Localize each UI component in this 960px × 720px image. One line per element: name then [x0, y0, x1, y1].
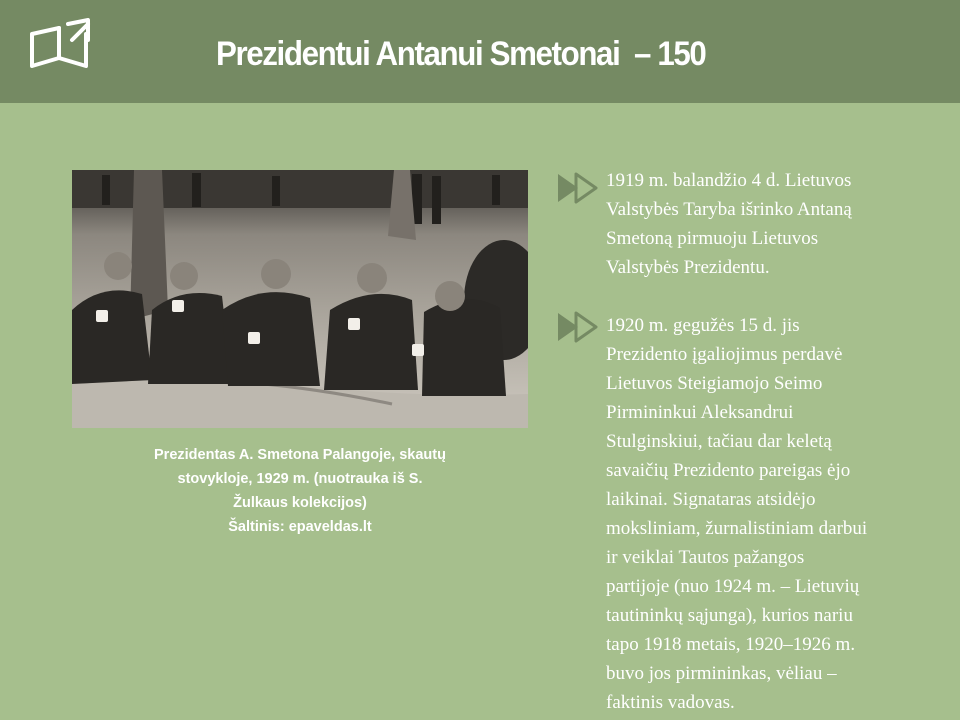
- double-chevron-right-icon: [556, 172, 600, 204]
- caption-source: Šaltinis: epaveldas.lt: [228, 519, 372, 535]
- paragraph-line: Valstybės Prezidentu.: [606, 257, 770, 278]
- paragraph-line: Lietuvos Steigiamojo Seimo: [606, 373, 823, 394]
- paragraph-line: savaičių Prezidento pareigas ėjo: [606, 460, 851, 481]
- paragraph-line: partijoje (nuo 1924 m. – Lietuvių: [606, 576, 860, 597]
- paragraph-line: Stulginskiui, tačiau dar keletą: [606, 431, 832, 452]
- paragraph-line: Smetoną pirmuoju Lietuvos: [606, 228, 819, 249]
- paragraph-line: buvo jos pirmininkas, vėliau –: [606, 663, 837, 684]
- paragraph-line: Prezidento įgaliojimus perdavė: [606, 344, 843, 365]
- paragraph-line: tapo 1918 metais, 1920–1926 m.: [606, 634, 856, 655]
- paragraph-line: Valstybės Taryba išrinko Antaną: [606, 199, 852, 220]
- paragraph-line: moksliniam, žurnalistiniam darbui: [606, 518, 868, 539]
- caption-line: Žulkaus kolekcijos): [233, 495, 367, 511]
- paragraph-line: Pirmininkui Aleksandrui: [606, 402, 794, 423]
- paragraph-line: laikinai. Signataras atsidėjo: [606, 489, 816, 510]
- caption-line: Prezidentas A. Smetona Palangoje, skautų: [154, 447, 446, 463]
- paragraph-line: tautininkų sąjunga), kurios nariu: [606, 605, 853, 626]
- paragraph-2: [606, 311, 936, 717]
- paragraph-line: 1919 m. balandžio 4 d. Lietuvos: [606, 170, 852, 191]
- paragraph-line: 1920 m. gegužės 15 d. jis: [606, 315, 800, 336]
- historic-photo: [72, 170, 528, 428]
- paragraph-1: [606, 166, 936, 282]
- open-book-icon: [28, 18, 94, 74]
- caption-line: stovykloje, 1929 m. (nuotrauka iš S.: [177, 471, 423, 487]
- header-bar: [0, 0, 960, 103]
- page-title: Prezidentui Antanui Smetonai – 150: [216, 35, 706, 73]
- double-chevron-right-icon: [556, 311, 600, 343]
- paragraph-line: faktinis vadovas.: [606, 692, 735, 713]
- photo-caption: [100, 443, 500, 539]
- paragraph-line: ir veiklai Tautos pažangos: [606, 547, 805, 568]
